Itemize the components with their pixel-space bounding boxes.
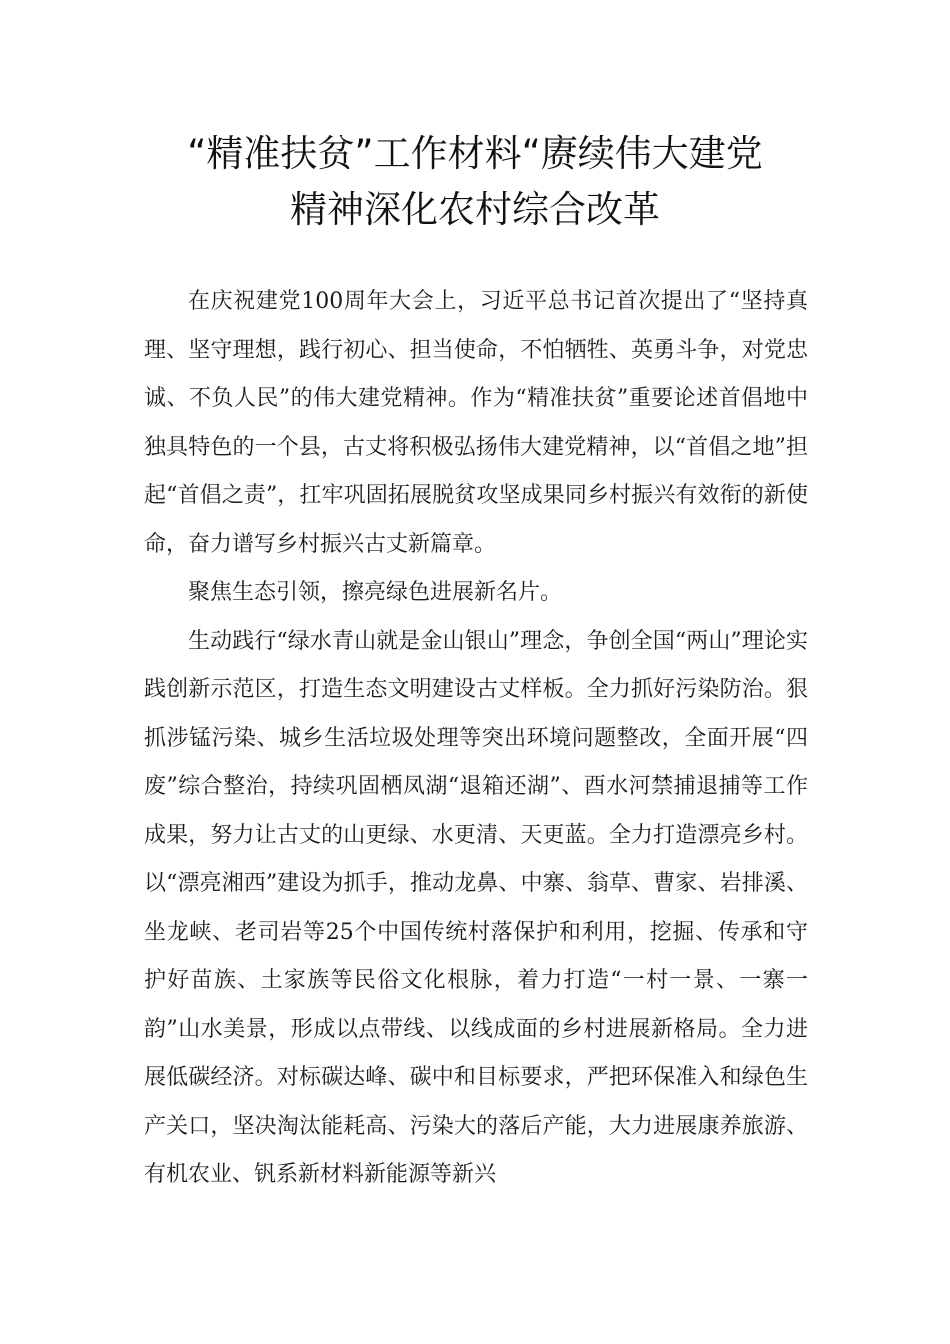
document-body	[144, 278, 808, 1200]
document-title	[140, 126, 810, 238]
title-line-2: 精神深化农村综合改革	[290, 188, 660, 231]
paragraph-intro: 在庆祝建党100周年大会上，习近平总书记首次提出了“坚持真理、坚守理想，践行初心、担当使命，不怕牺牲、英勇斗争，对党忠诚、不负人民”的伟大建党精神。作为“精准扶贫”重要论述首倡地中独具特色的一个县，古丈将积极弘扬伟大建党精神，以“首倡之地”担起“首倡之责”，扛牢巩固拓展脱贫攻坚成果同乡村振兴有效衔的新使命，奋力谱写乡村振兴古丈新篇章。	[144, 289, 808, 557]
paragraph-section-heading: 聚焦生态引领，擦亮绿色进展新名片。	[188, 580, 563, 605]
paragraph-ecology: 生动践行“绿水青山就是金山银山”理念，争创全国“两山”理论实践创新示范区，打造生态文明建设古丈样板。全力抓好污染防治。狠抓涉锰污染、城乡生活垃圾处理等突出环境问题整改，全面开展“四废”综合整治，持续巩固栖凤湖“退箱还湖”、酉水河禁捕退捕等工作成果，努力让古丈的山更绿、水更清、天更蓝。全力打造漂亮乡村。以“漂亮湘西”建设为抓手，推动龙鼻、中寨、翁草、曹家、岩排溪、坐龙峡、老司岩等25个中国传统村落保护和利用，挖掘、传承和守护好苗族、土家族等民俗文化根脉，着力打造“一村一景、一寨一韵”山水美景，形成以点带线、以线成面的乡村进展新格局。全力进展低碳经济。对标碳达峰、碳中和目标要求，严把环保准入和绿色生产关口，坚决淘汰能耗高、污染大的落后产能，大力进展康养旅游、有机农业、钒系新材料新能源等新兴	[144, 628, 808, 1187]
title-line-1: “精准扶贫”工作材料“赓续伟大建党	[187, 132, 763, 175]
